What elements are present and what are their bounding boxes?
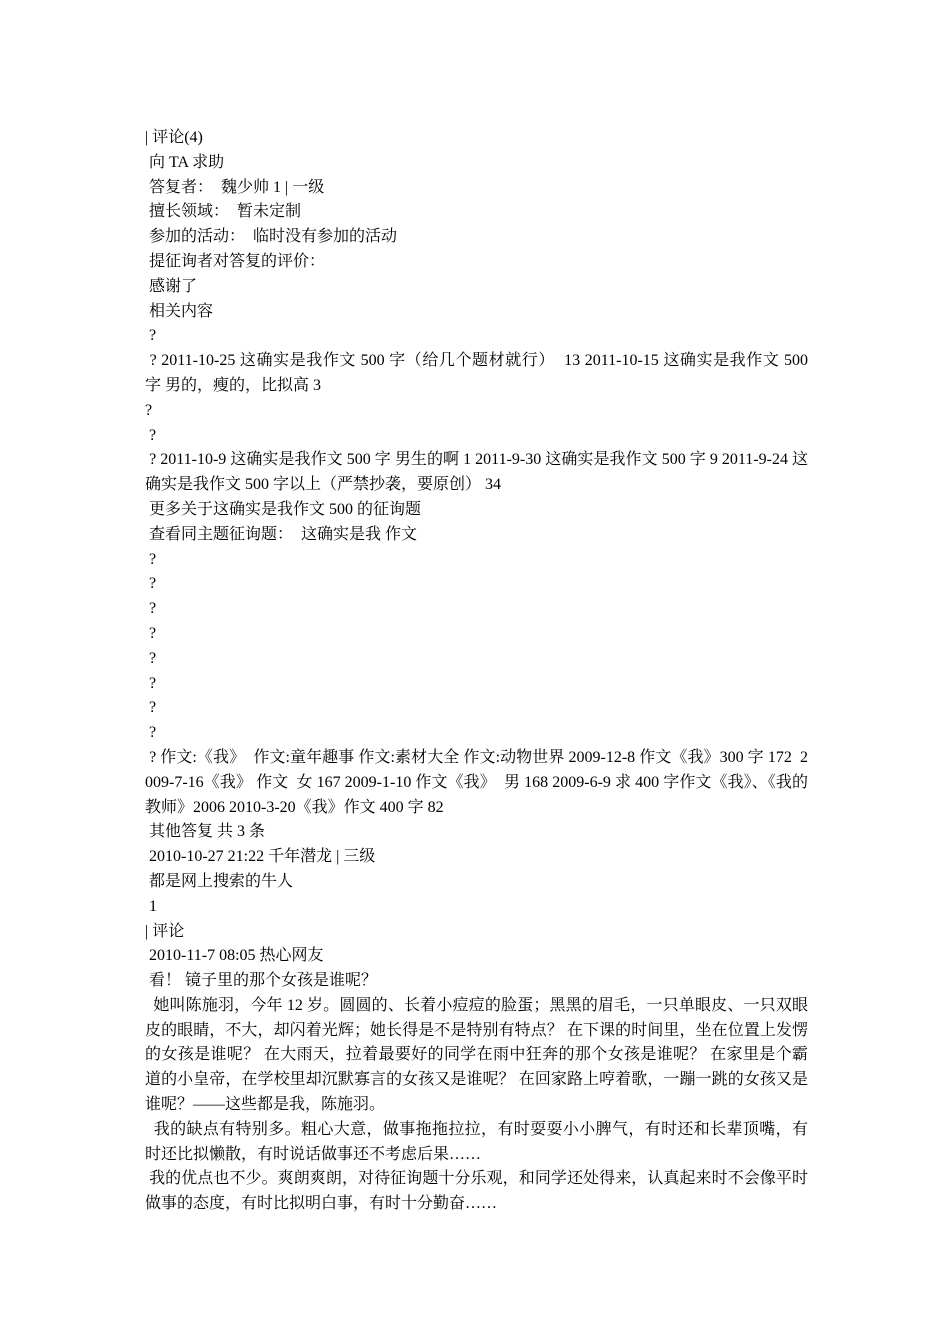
related-question-list[interactable]: ? 2011-10-9 这确实是我作文 500 字 男生的啊 1 2011-9-30 这确实是我作文 500 字 9 2011-9-24 这确实是我作文 500 字以上（严禁抄袭，要原创） 34 bbox=[145, 451, 809, 494]
asker-evaluation-text: 感谢了 bbox=[145, 277, 198, 295]
other-answers-heading: 其他答复 共 3 条 bbox=[145, 823, 266, 841]
answer-text: 都是网上搜索的牛人 bbox=[145, 872, 294, 890]
topic-question-list[interactable]: ? 作文:《我》 作文:童年趣事 作文:素材大全 作文:动物世界 2009-12-8 作文《我》300 字 172 2009-7-16《我》 作文 女 167 2009-1-10 作文《我》 男 168 2009-6-9 求 400 字作文《我》、《我的教师》2006 2010-3-20《我》作文 400 字 82 bbox=[145, 748, 808, 816]
essay-paragraph: 我的优点也不少。爽朗爽朗，对待征询题十分乐观，和同学还处得来，认真起来时不会像平时做事的态度，有时比拟明白事，有时十分勤奋…… bbox=[145, 1170, 808, 1213]
placeholder-glyph: ? bbox=[145, 426, 157, 444]
placeholder-glyph: ? bbox=[145, 327, 157, 345]
placeholder-glyph: ? bbox=[145, 699, 157, 717]
related-question-list[interactable]: ? 2011-10-25 这确实是我作文 500 字（给几个题材就行） 13 2011-10-15 这确实是我作文 500 字 男的，瘦的，比拟高 3 bbox=[145, 352, 813, 394]
placeholder-glyph: ? bbox=[145, 575, 157, 593]
asker-evaluation-heading: 提征询者对答复的评价： bbox=[145, 252, 326, 270]
expertise-info: 擅长领域： 暂未定制 bbox=[145, 203, 302, 221]
essay-paragraph: 我的缺点有特别多。粗心大意，做事拖拖拉拉，有时耍耍小小脾气，有时还和长辈顶嘴，有时还比拟懒散，有时说话做事还不考虑后果…… bbox=[145, 1120, 808, 1163]
related-content-heading: 相关内容 bbox=[145, 302, 214, 320]
placeholder-glyph: ? bbox=[145, 724, 157, 742]
ask-for-help-link[interactable]: 向 TA 求助 bbox=[145, 153, 225, 171]
placeholder-glyph: ? bbox=[145, 550, 157, 568]
vote-count[interactable]: 1 bbox=[145, 897, 157, 915]
placeholder-glyph: ? bbox=[145, 401, 153, 419]
document-body bbox=[145, 126, 813, 1217]
answer-meta: 2010-10-27 21:22 千年潜龙 | 三级 bbox=[145, 848, 376, 866]
answerer-info: 答复者： 魏少帅 1 | 一级 bbox=[145, 178, 325, 196]
placeholder-glyph: ? bbox=[145, 624, 157, 642]
placeholder-glyph: ? bbox=[145, 674, 157, 692]
essay-paragraph: 她叫陈施羽，今年 12 岁。圆圆的、长着小痘痘的脸蛋；黑黑的眉毛，一只单眼皮、一只双眼皮的眼睛，不大，却闪着光辉；她长得是不是特别有特点？ 在下课的时间里，坐在位置上发愣的女孩是谁呢？ 在大雨天，拉着最要好的同学在雨中狂奔的那个女孩是谁呢？ 在家里是个霸道的小皇帝，在学校里却沉默寡言的女孩又是谁呢？ 在回家路上哼着歌，一蹦一跳的女孩又是谁呢？——这些都是我，陈施羽。 bbox=[145, 996, 808, 1114]
placeholder-glyph: ? bbox=[145, 600, 157, 618]
same-topic-link[interactable]: 查看同主题征询题： 这确实是我 作文 bbox=[145, 525, 418, 543]
comments-link[interactable]: | 评论(4) bbox=[145, 129, 203, 146]
comments-link[interactable]: | 评论 bbox=[145, 922, 185, 940]
more-questions-link[interactable]: 更多关于这确实是我作文 500 的征询题 bbox=[145, 500, 422, 518]
essay-paragraph: 看！ 镜子里的那个女孩是谁呢？ bbox=[145, 972, 378, 990]
placeholder-glyph: ? bbox=[145, 649, 157, 667]
activities-info: 参加的活动： 临时没有参加的活动 bbox=[145, 228, 398, 246]
answer-meta: 2010-11-7 08:05 热心网友 bbox=[145, 947, 324, 965]
